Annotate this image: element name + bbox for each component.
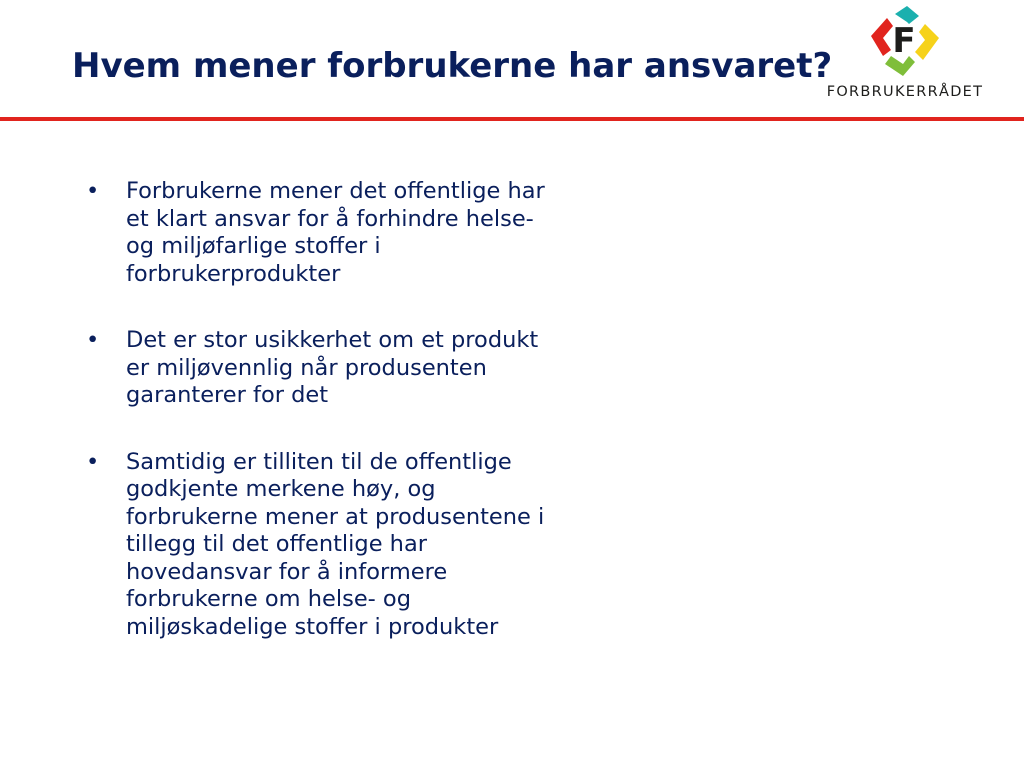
logo-monogram: F bbox=[892, 21, 916, 61]
bullet-dot-icon: • bbox=[86, 178, 100, 204]
bullet-item bbox=[86, 178, 566, 288]
bullet-list bbox=[86, 178, 566, 680]
forbrukerradet-logo bbox=[820, 4, 990, 104]
bullet-text: Forbrukerne mener det offentlige har et klart ansvar for å forhindre helse- og miljøfarlige stoffer i forbrukerprodukter bbox=[126, 178, 545, 287]
bullet-item bbox=[86, 449, 566, 642]
logo-wordmark: FORBRUKERRÅDET bbox=[826, 84, 984, 100]
slide-title: Hvem mener forbrukerne har ansvaret? bbox=[72, 46, 833, 86]
bullet-dot-icon: • bbox=[86, 448, 100, 475]
bullet-text: Samtidig er tilliten til de offentlige godkjente merkene høy, og forbrukerne mener at produsentene i tillegg til det offentlige har hovedansvar for å informere forbrukerne om helse- og miljøskadelige stoffer i produkter bbox=[126, 448, 545, 640]
bullet-item bbox=[86, 327, 566, 410]
title-divider bbox=[0, 117, 1024, 121]
bullet-dot-icon: • bbox=[86, 327, 100, 353]
forbrukerradet-logo-icon bbox=[859, 4, 949, 84]
bullet-text: Det er stor usikkerhet om et produkt er miljøvennlig når produsenten garanterer for det bbox=[126, 327, 539, 408]
